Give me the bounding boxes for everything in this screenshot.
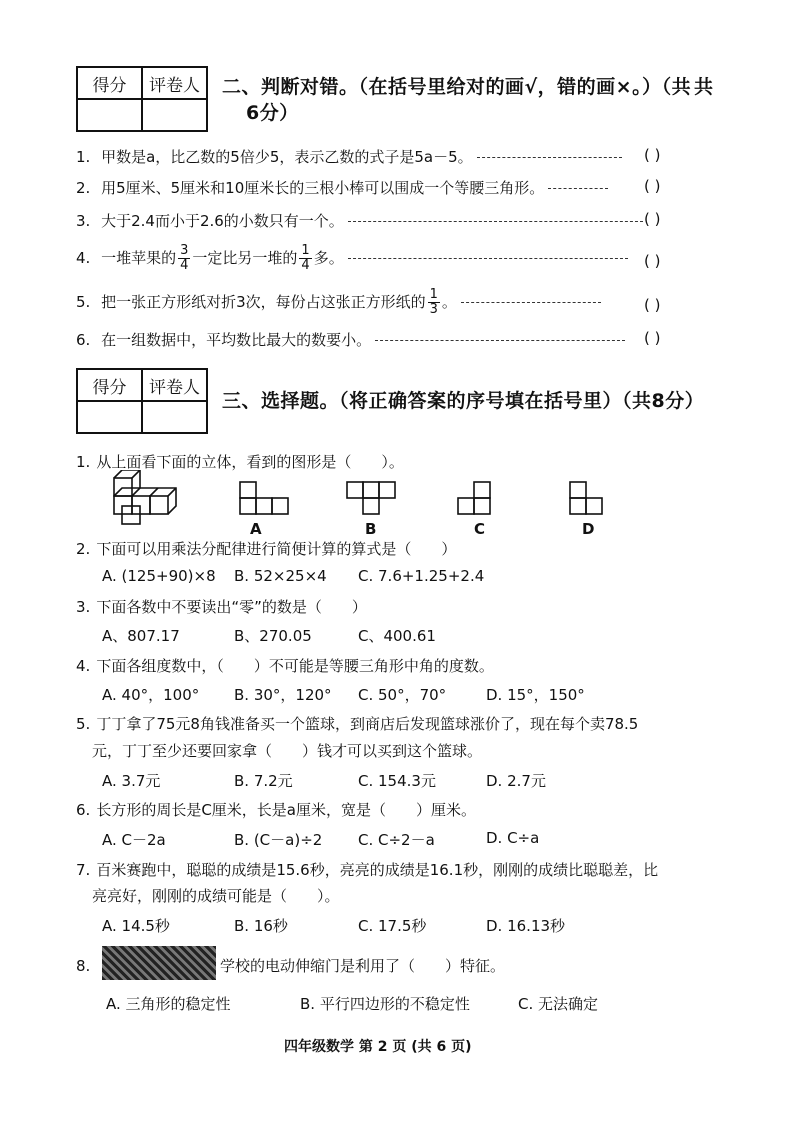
score-label: 得分 (77, 67, 142, 99)
answer-paren-2[interactable]: ( ) (644, 177, 661, 195)
answer-paren-3[interactable]: ( ) (644, 210, 661, 228)
q2-option-a[interactable]: A. (125+90)×8 (102, 567, 216, 585)
q2-option-b[interactable]: B. 52×25×4 (234, 567, 327, 585)
score-cell[interactable] (77, 401, 142, 433)
answer-paren-5[interactable]: ( ) (644, 296, 661, 314)
choice-q5-line2: 元，丁丁至少还要回家拿（ ）钱才可以买到这个篮球。 (92, 742, 483, 760)
judge-item-1: 1. 甲数是a，比乙数的5倍少5，表示乙数的式子是5a－5。 (76, 146, 626, 167)
q7-option-a[interactable]: A. 14.5秒 (102, 917, 170, 935)
answer-paren-1[interactable]: ( ) (644, 146, 661, 164)
reviewer-cell[interactable] (142, 99, 207, 131)
judge-item-4: 4. 一堆苹果的 $\frac{3}{4}$ 一定比另一堆的 $\frac{1}{4}$ 多。 (76, 244, 632, 273)
q3-option-c[interactable]: C、400.61 (358, 627, 436, 645)
q3-option-a[interactable]: A、807.17 (102, 627, 180, 645)
section2-title-gong: 共 (694, 76, 714, 98)
choice-q8: 学校的电动伸缩门是利用了（ ）特征。 (220, 957, 506, 975)
option-b-figure (347, 482, 395, 514)
section2-title-cont: 6分） (246, 102, 299, 124)
q5-option-a[interactable]: A. 3.7元 (102, 772, 161, 790)
reviewer-label: 评卷人 (142, 369, 207, 401)
q5-option-d[interactable]: D. 2.7元 (486, 772, 546, 790)
q1-label-c: C (474, 520, 486, 538)
score-label: 得分 (77, 369, 142, 401)
option-a-figure (240, 482, 288, 514)
q8-option-b[interactable]: B. 平行四边形的不稳定性 (300, 995, 470, 1013)
q8-option-c[interactable]: C. 无法确定 (518, 995, 599, 1013)
q4-option-a[interactable]: A. 40°，100° (102, 686, 200, 704)
q5-option-c[interactable]: C. 154.3元 (358, 772, 436, 790)
q7-option-b[interactable]: B. 16秒 (234, 917, 288, 935)
judge-item-3: 3. 大于2.4而小于2.6的小数只有一个。 (76, 210, 647, 231)
q7-option-c[interactable]: C. 17.5秒 (358, 917, 427, 935)
q3-option-b[interactable]: B、270.05 (234, 627, 312, 645)
choice-q8-num: 8. (76, 957, 91, 975)
choice-q5: 5. 丁丁拿了75元8角钱准备买一个篮球，到商店后发现篮球涨价了，现在每个卖78.5 (76, 715, 639, 733)
judge-item-5: 5. 把一张正方形纸对折3次，每份占这张正方形纸的 $\frac{1}{3}$ 。 (76, 288, 605, 317)
reviewer-cell[interactable] (142, 401, 207, 433)
q4-option-d[interactable]: D. 15°，150° (486, 686, 585, 704)
cube-stack-figure (114, 470, 176, 524)
q1-label-b: B (365, 520, 377, 538)
section2-title: 二、判断对错。（在括号里给对的画√，错的画×。）（共 (222, 76, 692, 98)
choice-q4: 4. 下面各组度数中，（ ）不可能是等腰三角形中角的度数。 (76, 657, 494, 675)
choice-q7: 7. 百米赛跑中，聪聪的成绩是15.6秒，亮亮的成绩是16.1秒，刚刚的成绩比聪聪差，比 (76, 861, 659, 879)
q6-option-b[interactable]: B. (C－a)÷2 (234, 831, 323, 849)
choice-q2: 2. 下面可以用乘法分配律进行简便计算的算式是（ ） (76, 540, 457, 558)
score-cell[interactable] (77, 99, 142, 131)
choice-q6: 6. 长方形的周长是C厘米，长是a厘米，宽是（ ）厘米。 (76, 801, 476, 819)
score-box-section3 (76, 368, 208, 434)
score-box-section2 (76, 66, 208, 132)
q7-option-d[interactable]: D. 16.13秒 (486, 917, 566, 935)
option-d-figure (570, 482, 602, 514)
q5-option-b[interactable]: B. 7.2元 (234, 772, 293, 790)
judge-item-6: 6. 在一组数据中，平均数比最大的数要小。 (76, 329, 629, 350)
q1-figures (104, 470, 604, 540)
reviewer-label: 评卷人 (142, 67, 207, 99)
choice-q7-line2: 亮亮好，刚刚的成绩可能是（ ）。 (92, 887, 340, 905)
answer-paren-4[interactable]: ( ) (644, 252, 661, 270)
judge-item-2: 2. 用5厘米、5厘米和10厘米长的三根小棒可以围成一个等腰三角形。 (76, 177, 612, 198)
q4-option-c[interactable]: C. 50°，70° (358, 686, 447, 704)
q6-option-d[interactable]: D. C÷a (486, 829, 540, 847)
q1-label-d: D (582, 520, 595, 538)
q2-option-c[interactable]: C. 7.6+1.25+2.4 (358, 567, 485, 585)
redacted-image-region (102, 946, 216, 980)
choice-q1: 1. 从上面看下面的立体，看到的图形是（ ）。 (76, 453, 404, 471)
choice-q3: 3. 下面各数中不要读出“零”的数是（ ） (76, 598, 367, 616)
q6-option-a[interactable]: A. C－2a (102, 831, 166, 849)
answer-paren-6[interactable]: ( ) (644, 329, 661, 347)
q4-option-b[interactable]: B. 30°，120° (234, 686, 332, 704)
q8-option-a[interactable]: A. 三角形的稳定性 (106, 995, 231, 1013)
option-c-figure (458, 482, 490, 514)
page-footer: 四年级数学 第 2 页 (共 6 页) (284, 1039, 472, 1055)
q6-option-c[interactable]: C. C÷2－a (358, 831, 435, 849)
section3-title: 三、选择题。（将正确答案的序号填在括号里）（共8分） (222, 390, 705, 412)
q1-label-a: A (250, 520, 262, 538)
